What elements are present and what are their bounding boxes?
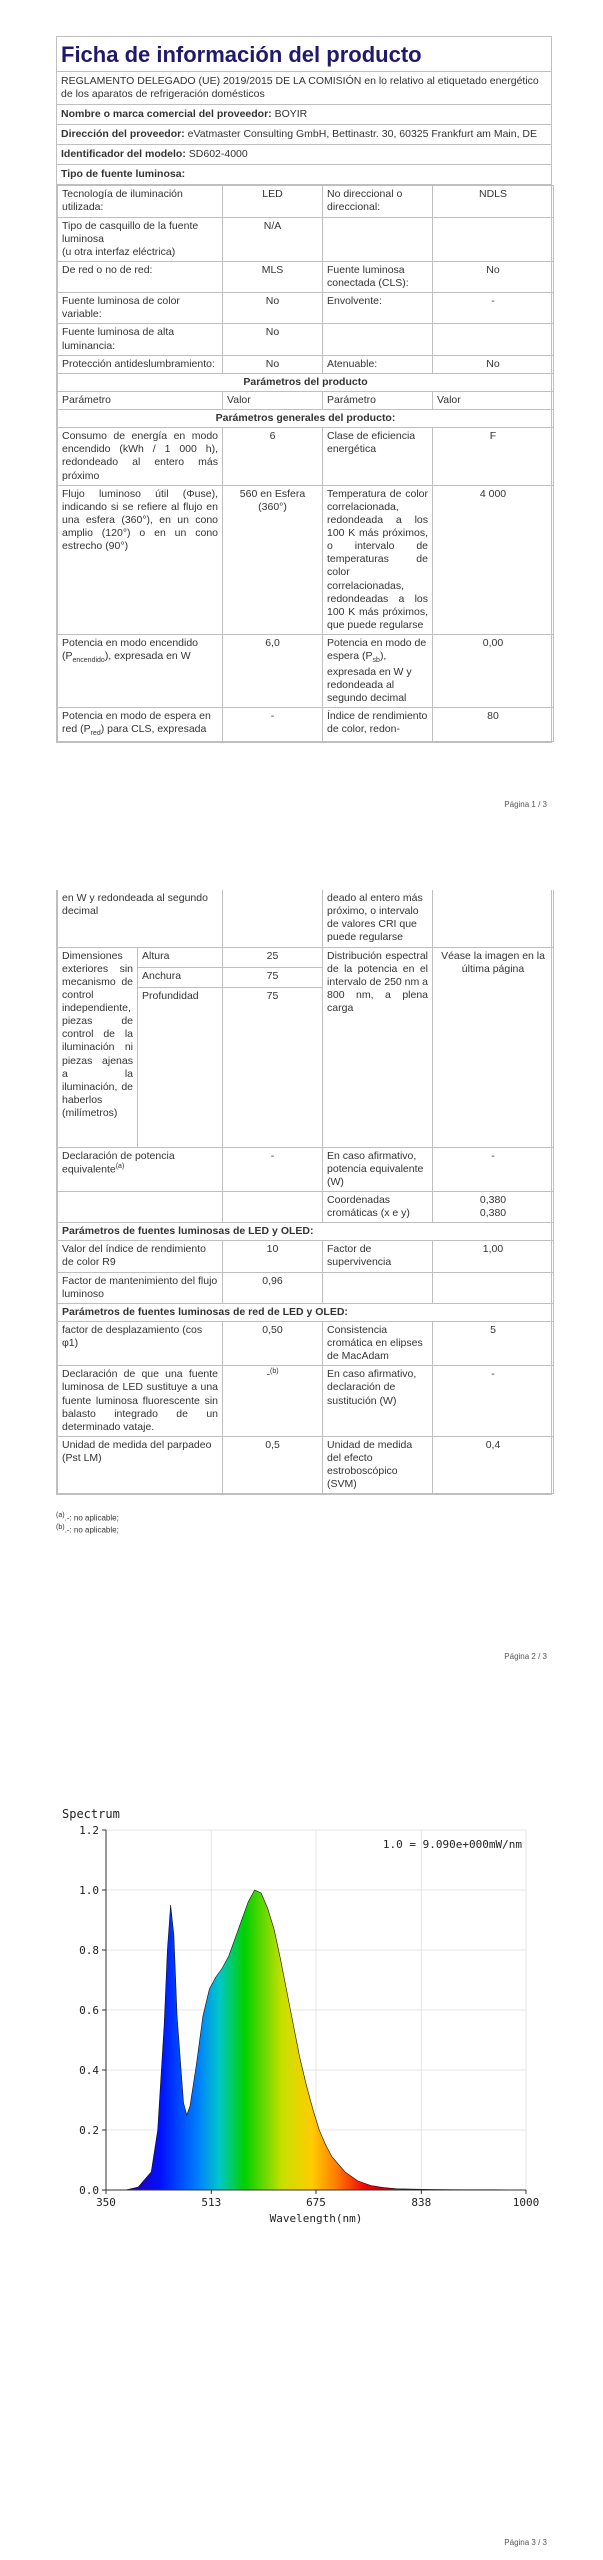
table-cell-value: 10	[223, 1241, 323, 1272]
table-cell-empty	[58, 1191, 223, 1222]
table-cell-label: Unidad de medida del parpadeo (Pst LM)	[58, 1436, 223, 1494]
table-cell-value: NDLS	[433, 186, 554, 217]
table-cell-empty	[433, 1272, 554, 1303]
table-cell-label: factor de desplazamiento (cos φ1)	[58, 1321, 223, 1365]
table-cell-value: -	[223, 1147, 323, 1191]
label-text: Declaración de potencia equivalente	[62, 1149, 175, 1176]
table-cell-label: En caso afirmativo, potencia equivalente (W)	[323, 1147, 433, 1191]
table-row	[58, 373, 554, 391]
table-cell-label: en W y redondeada al segundo decimal	[58, 890, 223, 947]
table-row	[58, 324, 554, 355]
page-number: Página 1 / 3	[504, 800, 547, 809]
table-cell-label: Valor del índice de rendimiento de color R9	[58, 1241, 223, 1272]
table-row	[58, 410, 554, 428]
table-row	[58, 1241, 554, 1272]
page-title: Ficha de información del producto	[57, 37, 551, 72]
y-tick-label: 0.2	[79, 2124, 99, 2137]
page-3	[0, 1750, 603, 2560]
table-row	[58, 485, 554, 634]
y-tick-label: 0.4	[79, 2064, 99, 2077]
params-table-continued	[57, 890, 554, 1494]
table-cell-label: Unidad de medida del efecto estroboscópico (SVM)	[323, 1436, 433, 1494]
table-cell-value: 5	[433, 1321, 554, 1365]
y-tick-label: 0.8	[79, 1944, 99, 1957]
supplier-address-row	[57, 125, 551, 145]
table-cell-value	[433, 217, 554, 261]
table-cell-label: Fuente luminosa de alta luminancia:	[58, 324, 223, 355]
table-cell-value: 560 en Esfera (360°)	[223, 485, 323, 634]
table-cell-label	[323, 217, 433, 261]
footnote-ref: (b)	[269, 1368, 279, 1376]
supplier-address-label: Dirección del proveedor:	[61, 127, 185, 140]
table-cell-label: Tecnología de iluminación utilizada:	[58, 186, 223, 217]
table-cell-label: En caso afirmativo, declaración de sustitución (W)	[323, 1366, 433, 1437]
table-cell-value: 0,00	[433, 635, 554, 708]
dimension-name: Altura	[138, 947, 223, 967]
model-id: SD602-4000	[188, 148, 248, 160]
table-cell-label: Tipo de casquillo de la fuente luminosa (u otra interfaz eléctrica)	[58, 217, 223, 261]
table-cell-label	[323, 635, 433, 708]
table-cell-label: Consistencia cromática en elipses de MacAdam	[323, 1321, 433, 1365]
table-cell-label	[58, 1147, 223, 1191]
page-2	[0, 880, 603, 1700]
table-cell-value: 0,4	[433, 1436, 554, 1494]
column-header: Valor	[223, 391, 323, 409]
table-cell-label: Fuente luminosa de color variable:	[58, 293, 223, 324]
column-header: Parámetro	[323, 391, 433, 409]
table-cell-label: No direccional o direccional:	[323, 186, 433, 217]
table-cell-value: 0,96	[223, 1272, 323, 1303]
table-cell-label: Temperatura de color correlacionada, redondeada a los 100 K más próximos, o intervalo de temperaturas de color correlacionadas, redondeadas a los 100 K más próximos, que puede regularse	[323, 485, 433, 634]
spectrum-chart	[56, 1790, 552, 2260]
table-row	[58, 1321, 554, 1365]
table-row	[58, 1303, 554, 1321]
table-row	[58, 217, 554, 261]
table-cell-value: No	[433, 261, 554, 292]
model-id-row	[57, 145, 551, 165]
table-cell-value: MLS	[223, 261, 323, 292]
table-row	[58, 261, 554, 292]
value-text: -	[266, 1368, 270, 1381]
table-cell-label: Índice de rendimiento de color, redon-	[323, 708, 433, 742]
dimension-name: Anchura	[138, 967, 223, 987]
table-cell-value: N/A	[223, 217, 323, 261]
page-1	[0, 0, 603, 820]
label-text: Potencia en modo encendido (P	[62, 637, 199, 663]
chroma-x: 0,380	[479, 1193, 507, 1206]
table-cell-label: deado al entero más próximo, o intervalo de valores CRI que puede regularse	[323, 890, 433, 947]
footnote-a	[56, 1512, 119, 1524]
table-cell-value: 6	[223, 428, 323, 486]
table-row	[58, 947, 554, 967]
table-cell-value: LED	[223, 186, 323, 217]
x-tick-label: 838	[411, 2196, 432, 2209]
y-tick-label: 0.6	[79, 2004, 99, 2017]
table-row	[58, 635, 554, 708]
table-cell-value	[223, 890, 323, 947]
dimension-value: 75	[223, 967, 323, 987]
dimension-value: 75	[223, 987, 323, 1147]
y-tick-label: 0.0	[79, 2184, 99, 2197]
x-tick-label: 513	[201, 2196, 222, 2209]
table-cell-value	[433, 1191, 554, 1222]
table-row	[58, 1436, 554, 1494]
product-params-heading: Parámetros del producto	[58, 373, 554, 391]
table-cell-label: Consumo de energía en modo encendido (kWh / 1 000 h), redondeado al entero más próximo	[58, 428, 223, 486]
table-cell-label: Factor de supervivencia	[323, 1241, 433, 1272]
table-cell-label: Factor de mantenimiento del flujo luminoso	[58, 1272, 223, 1303]
mains-led-heading: Parámetros de fuentes luminosas de red de LED y OLED:	[58, 1303, 554, 1321]
table-cell-label: Coordenadas cromáticas (x e y)	[323, 1191, 433, 1222]
product-info-sheet-continued	[56, 890, 552, 1495]
label-text: ), expresada en W	[104, 650, 191, 663]
table-cell-value: No	[223, 293, 323, 324]
dimension-name: Profundidad	[138, 987, 223, 1147]
table-row	[58, 428, 554, 486]
product-info-sheet	[56, 36, 552, 743]
table-row	[58, 708, 554, 742]
table-cell-label: De red o no de red:	[58, 261, 223, 292]
table-cell-value: 4 000	[433, 485, 554, 634]
label-subscript: encendido	[72, 657, 105, 665]
label-text: Potencia en modo de espera en red (P	[62, 710, 211, 736]
chart-title: Spectrum	[62, 1807, 120, 1821]
table-cell-value: -	[433, 1366, 554, 1437]
label-text: Potencia en modo de espera (P	[327, 637, 427, 663]
table-cell-value: No	[223, 355, 323, 373]
column-header: Valor	[433, 391, 554, 409]
x-axis-label: Wavelength(nm)	[269, 2212, 363, 2225]
table-row	[58, 1272, 554, 1303]
table-row	[58, 1191, 554, 1222]
table-cell-label	[323, 324, 433, 355]
dimension-value: 25	[223, 947, 323, 967]
table-cell-value: No	[223, 324, 323, 355]
table-row	[58, 1147, 554, 1191]
supplier-name: BOYIR	[274, 107, 308, 120]
label-text: ) para CLS, expresada	[100, 723, 207, 736]
y-tick-label: 1.0	[79, 1884, 99, 1897]
chart-annotation: 1.0 = 9.090e+000mW/nm	[382, 1838, 522, 1851]
table-cell-value	[433, 324, 554, 355]
table-cell-label: Protección antideslumbramiento:	[58, 355, 223, 373]
table-cell-label: Atenuable:	[323, 355, 433, 373]
label-subscript: red	[90, 730, 101, 738]
table-row	[58, 1223, 554, 1241]
footnote-mark: (a)	[56, 1512, 65, 1519]
table-cell-value: No	[433, 355, 554, 373]
table-cell-label: Envolvente:	[323, 293, 433, 324]
table-cell-label: Declaración de que una fuente luminosa de LED sustituye a una fuente luminosa fluorescente sin balasto integrado de un determinado vataje.	[58, 1366, 223, 1437]
x-tick-label: 350	[96, 2196, 116, 2209]
column-header: Parámetro	[58, 391, 223, 409]
table-cell-label: Fuente luminosa conectada (CLS):	[323, 261, 433, 292]
page-number: Página 3 / 3	[504, 2538, 547, 2547]
y-tick-label: 1.2	[79, 1824, 99, 1837]
general-params-heading: Parámetros generales del producto:	[58, 410, 554, 428]
table-row	[58, 293, 554, 324]
footnote-text: .-: no aplicable;	[64, 1525, 119, 1535]
table-cell-value: 0,5	[223, 1436, 323, 1494]
footnote-ref: (a)	[115, 1162, 125, 1170]
table-row	[58, 890, 554, 947]
table-cell-value: 6,0	[223, 635, 323, 708]
table-cell-label: Clase de eficiencia energética	[323, 428, 433, 486]
table-cell-empty	[323, 1272, 433, 1303]
led-oled-heading: Parámetros de fuentes luminosas de LED y OLED:	[58, 1223, 554, 1241]
light-source-type-heading: Tipo de fuente luminosa:	[57, 165, 551, 185]
table-row	[58, 355, 554, 373]
page-number: Página 2 / 3	[504, 1652, 547, 1661]
table-cell-value: 80	[433, 708, 554, 742]
light-source-table	[57, 185, 554, 742]
table-cell-value: 1,00	[433, 1241, 554, 1272]
supplier-name-label: Nombre o marca comercial del proveedor:	[61, 107, 272, 120]
table-cell-value: -	[223, 708, 323, 742]
table-cell-value	[223, 1366, 323, 1437]
chroma-y: 0,380	[479, 1207, 507, 1219]
label-text: ), expresada en W y redondeada al segundo decimal	[327, 650, 412, 705]
table-header-row	[58, 391, 554, 409]
table-row	[58, 186, 554, 217]
footnotes	[56, 1512, 119, 1535]
supplier-address: eVatmaster Consulting GmbH, Bettinastr. 30, 60325 Frankfurt am Main, DE	[187, 127, 538, 140]
table-cell-value: F	[433, 428, 554, 486]
model-id-label: Identificador del modelo:	[61, 148, 186, 160]
footnote-text: .-: no aplicable;	[64, 1513, 119, 1523]
table-cell-value: -	[433, 1147, 554, 1191]
table-cell-label	[58, 635, 223, 708]
footnote-b	[56, 1524, 119, 1536]
spectral-distribution-value: Véase la imagen en la última página	[433, 947, 554, 1147]
x-tick-label: 675	[306, 2196, 326, 2209]
table-cell-label: Flujo luminoso útil (Φuse), indicando si se refiere al flujo en una esfera (360°), en un cono amplio (120°) o en un cono estrecho (90°)	[58, 485, 223, 634]
dimensions-label: Dimensiones exteriores sin mecanismo de control independiente, piezas de control de la iluminación ni piezas ajenas a la iluminación, de haberlos (milímetros)	[58, 947, 138, 1147]
table-cell-value: 0,50	[223, 1321, 323, 1365]
table-cell-empty	[223, 1191, 323, 1222]
spectral-distribution-label: Distribución espectral de la potencia en el intervalo de 250 nm a 800 nm, a plena carga	[323, 947, 433, 1147]
regulation-text: REGLAMENTO DELEGADO (UE) 2019/2015 DE LA COMISIÓN en lo relativo al etiquetado energético de los aparatos de refrigeración domésticos	[57, 72, 551, 105]
label-subscript: sb	[372, 657, 380, 665]
x-tick-label: 1000	[512, 2196, 540, 2209]
table-row	[58, 1366, 554, 1437]
table-cell-value: -	[433, 293, 554, 324]
table-cell-label	[58, 708, 223, 742]
table-cell-value	[433, 890, 554, 947]
footnote-mark: (b)	[56, 1523, 65, 1531]
supplier-name-row	[57, 105, 551, 125]
